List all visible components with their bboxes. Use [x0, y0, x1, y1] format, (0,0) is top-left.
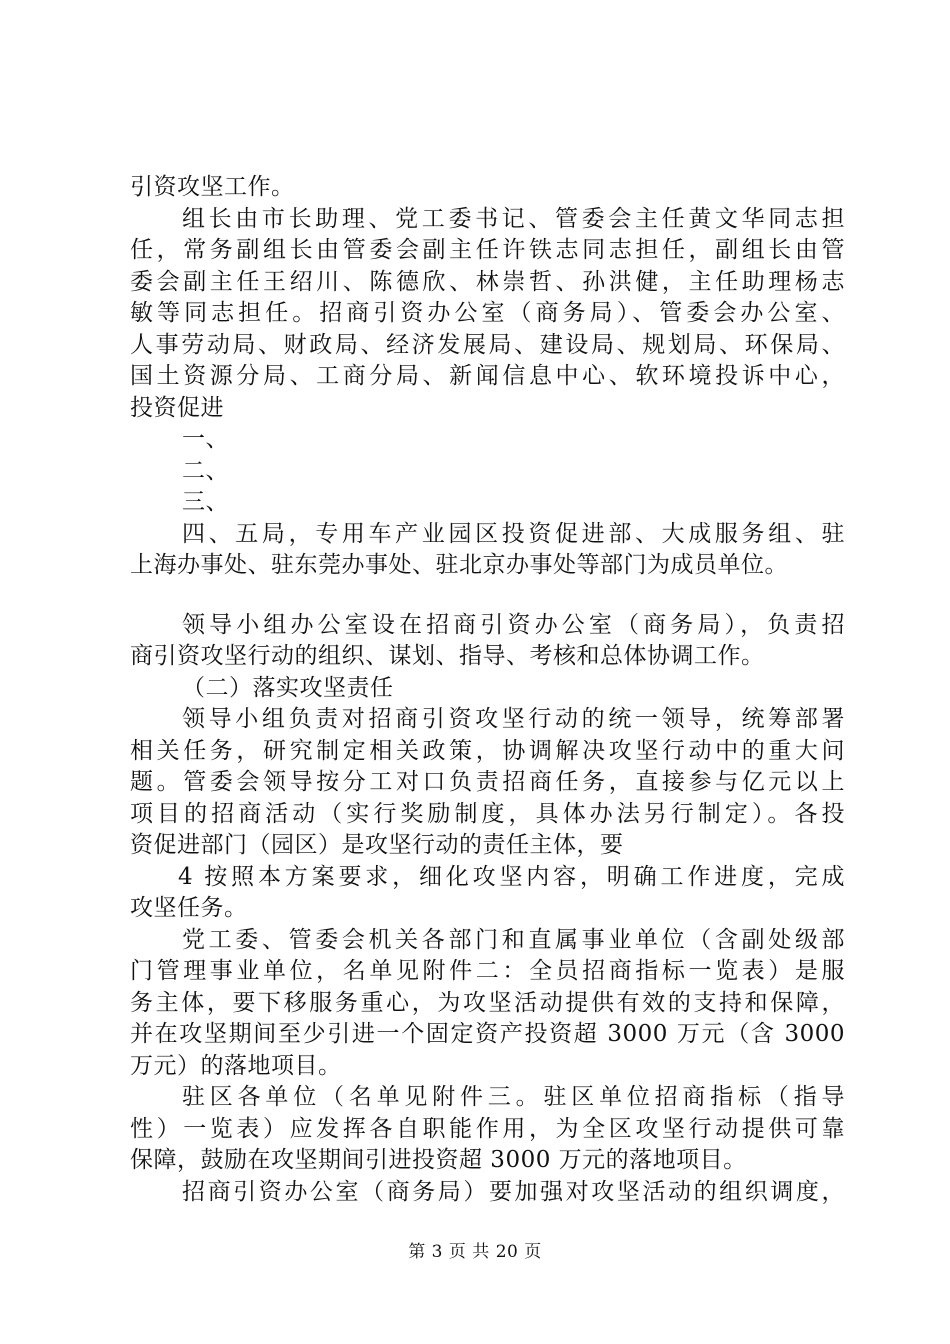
text-line: 引资攻坚工作。 — [130, 174, 295, 200]
text-line: （二）落实攻坚责任 — [182, 674, 394, 701]
text-line: 委会副主任王绍川、陈德欣、林崇哲、孙洪健，主任助理杨志 — [130, 268, 845, 295]
text-line: 领导小组负责对招商引资攻坚行动的统一领导，统筹部署 — [182, 706, 845, 732]
text-line: 项目的招商活动（实行奖励制度，具体办法另行制定）。各投 — [130, 800, 845, 827]
text-line: 招商引资办公室（商务局）要加强对攻坚活动的组织调度， — [182, 1178, 845, 1205]
text-line: 任，常务副组长由管委会副主任许铁志同志担任，副组长由管 — [130, 237, 845, 263]
text-line: 商引资攻坚行动的组织、谋划、指导、考核和总体协调工作。 — [130, 643, 765, 669]
text-line: 二、 — [182, 457, 229, 484]
text-line: 攻坚任务。 — [130, 895, 248, 921]
text-line: 国土资源分局、工商分局、新闻信息中心、软环境投诉中心， — [130, 363, 845, 389]
text-line: 题。管委会领导按分工对口负责招商任务，直接参与亿元以上 — [130, 769, 845, 795]
text-line: 性）一览表）应发挥各自职能作用，为全区攻坚行动提供可靠 — [130, 1115, 845, 1142]
text-line: 一、 — [182, 426, 229, 452]
text-line: 四、五局，专用车产业园区投资促进部、大成服务组、驻 — [182, 520, 845, 547]
document-body — [130, 172, 845, 1208]
text-line: 保障，鼓励在攻坚期间引进投资超 3000 万元的落地项目。 — [130, 1147, 747, 1173]
text-line: 资促进部门（园区）是攻坚行动的责任主体，要 — [130, 832, 624, 858]
text-line: 三、 — [182, 489, 229, 515]
text-line: 党工委、管委会机关各部门和直属事业单位（含副处级部 — [182, 926, 845, 953]
text-line: 4 按照本方案要求，细化攻坚内容，明确工作进度，完成 — [178, 863, 845, 890]
text-line: 人事劳动局、财政局、经济发展局、建设局、规划局、环保局、 — [130, 331, 845, 358]
text-line: 并在攻坚期间至少引进一个固定资产投资超 3000 万元（含 3000 — [130, 1021, 845, 1047]
text-line: 门管理事业单位，名单见附件二：全员招商指标一览表）是服 — [130, 958, 845, 984]
paragraph-gap — [130, 582, 845, 610]
text-line: 务主体，要下移服务重心，为攻坚活动提供有效的支持和保障， — [130, 989, 845, 1016]
page-footer: 第 3 页 共 20 页 — [408, 1242, 542, 1262]
text-line: 相关任务，研究制定相关政策，协调解决攻坚行动中的重大问 — [130, 737, 845, 764]
text-line: 投资促进 — [130, 394, 224, 421]
text-line: 上海办事处、驻东莞办事处、驻北京办事处等部门为成员单位。 — [130, 552, 788, 578]
text-line: 领导小组办公室设在招商引资办公室（商务局），负责招 — [182, 611, 845, 638]
text-line: 敏等同志担任。招商引资办公室（商务局）、管委会办公室、 — [130, 300, 845, 326]
text-line: 驻区各单位（名单见附件三。驻区单位招商指标（指导 — [182, 1084, 845, 1110]
text-line: 万元）的落地项目。 — [130, 1052, 342, 1079]
text-line: 组长由市长助理、党工委书记、管委会主任黄文华同志担 — [182, 205, 845, 232]
